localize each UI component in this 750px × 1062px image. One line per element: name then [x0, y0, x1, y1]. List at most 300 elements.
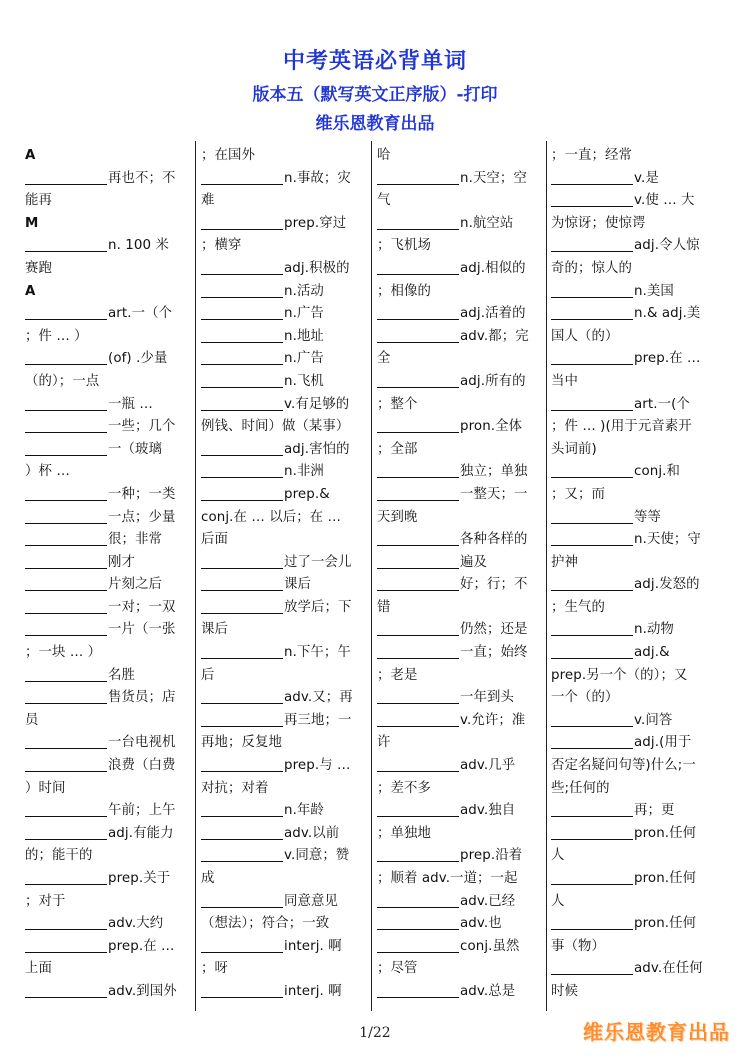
- vocab-entry-line: [25, 665, 193, 688]
- answer-blank: [377, 373, 459, 388]
- definition-text: 一瓶 …: [108, 396, 153, 412]
- definition-text: adv.在任何: [634, 961, 703, 977]
- vocab-entry-line: [551, 732, 723, 755]
- vocab-entry-line: [201, 213, 369, 236]
- definition-text: prep.关于: [108, 871, 171, 886]
- answer-blank: [377, 554, 459, 569]
- definition-text: 好；行；不: [460, 577, 528, 593]
- line-text: ；单独地: [377, 825, 431, 841]
- answer-blank: [25, 689, 107, 704]
- definition-text: n.年龄: [284, 803, 324, 819]
- publisher-watermark: 维乐恩教育出品: [583, 1020, 730, 1044]
- line-text: 当中: [551, 373, 578, 389]
- vocab-entry-line: [377, 800, 545, 823]
- line-text: 气: [377, 193, 391, 209]
- vocab-text-line: [25, 778, 193, 801]
- line-text: 头词前): [551, 441, 597, 457]
- vocab-entry-line: [25, 574, 193, 597]
- answer-blank: [25, 734, 107, 749]
- definition-text: adj.害怕的: [284, 441, 350, 457]
- definition-text: adv.到国外: [108, 983, 177, 999]
- document-subtitle: 版本五（默写英文正序版）-打印: [252, 85, 498, 105]
- definition-text: 一对；一双: [108, 599, 176, 615]
- definition-text: n.活动: [284, 283, 324, 299]
- vocab-entry-line: [377, 213, 545, 236]
- definition-text: conj.和: [634, 464, 681, 480]
- vocab-entry-line: [201, 552, 369, 575]
- answer-blank: [201, 328, 283, 343]
- answer-blank: [201, 441, 283, 456]
- line-text: conj.在 … 以后；在 …: [201, 509, 342, 525]
- line-text: 护神: [551, 554, 578, 570]
- vocab-text-line: [551, 845, 723, 868]
- vocab-text-line: [201, 529, 369, 552]
- line-text: A: [25, 283, 36, 299]
- definition-text: n. 100 米: [108, 238, 170, 254]
- line-text: 人: [551, 848, 565, 864]
- vocab-entry-line: [25, 732, 193, 755]
- answer-blank: [25, 441, 107, 456]
- answer-blank: [25, 667, 107, 682]
- vocab-text-line: [201, 868, 369, 891]
- definition-text: adv.也: [460, 916, 502, 932]
- line-text: ）时间: [25, 780, 66, 796]
- definition-text: adj.积极的: [284, 260, 350, 276]
- answer-blank: [201, 260, 283, 275]
- answer-blank: [551, 621, 633, 636]
- definition-text: adv.几乎: [460, 758, 516, 774]
- answer-blank: [377, 689, 459, 704]
- vocab-text-line: [377, 281, 545, 304]
- vocab-text-line: [25, 190, 193, 213]
- vocab-text-line: [201, 235, 369, 258]
- line-text: ；尽管: [377, 961, 418, 977]
- vocab-text-line: [201, 416, 369, 439]
- vocab-entry-line: [201, 461, 369, 484]
- definition-text: 仍然；还是: [460, 622, 528, 638]
- definition-text: 一片（一张: [108, 622, 176, 638]
- answer-blank: [377, 260, 459, 275]
- vocab-entry-line: [377, 755, 545, 778]
- answer-blank: [377, 847, 459, 862]
- vocab-text-line: [551, 755, 723, 778]
- answer-blank: [551, 734, 633, 749]
- vocab-text-line: [551, 439, 723, 462]
- answer-blank: [551, 237, 633, 252]
- answer-blank: [377, 712, 459, 727]
- answer-blank: [377, 215, 459, 230]
- line-text: prep.另一个（的）；又: [551, 667, 688, 683]
- vocab-column-2: [201, 145, 369, 1004]
- definition-text: adj.令人惊: [634, 238, 700, 254]
- vocab-entry-line: [377, 891, 545, 914]
- vocab-entry-line: [201, 574, 369, 597]
- answer-blank: [201, 463, 283, 478]
- answer-blank: [551, 305, 633, 320]
- answer-blank: [551, 915, 633, 930]
- vocab-entry-line: [551, 913, 723, 936]
- definition-text: 同意意见: [284, 893, 338, 909]
- definition-text: 过了一会儿: [284, 554, 352, 570]
- line-text: 能再: [25, 193, 52, 209]
- vocab-text-line: [201, 665, 369, 688]
- answer-blank: [25, 870, 107, 885]
- definition-text: n.动物: [634, 622, 674, 638]
- vocab-entry-line: [201, 823, 369, 846]
- definition-text: n.事故；灾: [284, 170, 351, 186]
- line-text: 哈: [377, 148, 391, 163]
- definition-text: v.使 … 大: [634, 193, 695, 209]
- line-text: 时候: [551, 983, 578, 999]
- line-text: ；全部: [377, 441, 418, 457]
- line-text: 奇的；惊人的: [551, 260, 632, 276]
- answer-blank: [25, 237, 107, 252]
- definition-text: v.允许；准: [460, 712, 526, 728]
- vocab-text-line: [551, 416, 723, 439]
- definition-text: 一点；少量: [108, 509, 176, 525]
- vocab-entry-line: [377, 168, 545, 191]
- answer-blank: [551, 509, 633, 524]
- line-text: ）杯 …: [25, 464, 70, 480]
- definition-text: 一台电视机: [108, 735, 176, 751]
- vocab-entry-line: [25, 439, 193, 462]
- vocab-text-line: [377, 958, 545, 981]
- vocab-text-line: [25, 845, 193, 868]
- vocab-text-line: [551, 891, 723, 914]
- vocab-entry-line: [377, 529, 545, 552]
- vocab-text-line: [25, 326, 193, 349]
- answer-blank: [25, 418, 107, 433]
- answer-blank: [201, 170, 283, 185]
- definition-text: adv.都；完: [460, 328, 529, 344]
- answer-blank: [201, 802, 283, 817]
- vocab-entry-line: [25, 348, 193, 371]
- vocab-entry-line: [377, 326, 545, 349]
- answer-blank: [551, 350, 633, 365]
- line-text: ；件 … )(用于元音素开: [551, 419, 692, 435]
- answer-blank: [377, 757, 459, 772]
- vocab-entry-line: [25, 823, 193, 846]
- vocab-entry-line: [377, 303, 545, 326]
- vocab-entry-line: [377, 913, 545, 936]
- answer-blank: [551, 192, 633, 207]
- answer-blank: [551, 170, 633, 185]
- answer-blank: [201, 486, 283, 501]
- vocab-entry-line: [551, 642, 723, 665]
- vocab-entry-line: [201, 484, 369, 507]
- vocab-entry-line: [201, 303, 369, 326]
- answer-blank: [201, 689, 283, 704]
- definition-text: art.一(个: [634, 396, 690, 412]
- answer-blank: [551, 960, 633, 975]
- vocab-text-line: [25, 958, 193, 981]
- line-text: 成: [201, 871, 215, 886]
- vocab-text-line: [25, 710, 193, 733]
- definition-text: prep.沿着: [460, 848, 523, 864]
- vocab-text-line: [551, 552, 723, 575]
- definition-text: n.广告: [284, 306, 324, 322]
- definition-text: n.航空站: [460, 215, 514, 231]
- vocab-entry-line: [551, 168, 723, 191]
- vocab-entry-line: [551, 529, 723, 552]
- line-text: 人: [551, 893, 565, 909]
- answer-blank: [201, 712, 283, 727]
- vocab-text-line: [377, 732, 545, 755]
- answer-blank: [25, 170, 107, 185]
- definition-text: 浪费（白费: [108, 758, 176, 774]
- vocab-text-line: [25, 461, 193, 484]
- vocab-entry-line: [201, 258, 369, 281]
- vocab-text-line: [201, 913, 369, 936]
- definition-text: adj.&: [634, 645, 670, 661]
- answer-blank: [551, 802, 633, 817]
- answer-blank: [377, 938, 459, 953]
- answer-blank: [201, 554, 283, 569]
- line-text: 全: [377, 351, 391, 367]
- vocab-text-line: [201, 619, 369, 642]
- answer-blank: [25, 757, 107, 772]
- answer-blank: [377, 983, 459, 998]
- vocab-entry-line: [551, 348, 723, 371]
- definition-text: adj.发怒的: [634, 577, 700, 593]
- line-text: 些;任何的: [551, 780, 610, 796]
- line-text: ；顺着 adv.一道；一起: [377, 871, 518, 886]
- vocab-entry-line: [377, 484, 545, 507]
- vocab-text-line: [377, 597, 545, 620]
- answer-blank: [377, 621, 459, 636]
- definition-text: 午前；上午: [108, 803, 176, 819]
- vocab-text-line: [551, 145, 723, 168]
- vocab-entry-line: [377, 642, 545, 665]
- line-text: ；横穿: [201, 238, 242, 254]
- answer-blank: [201, 373, 283, 388]
- vocab-entry-line: [201, 891, 369, 914]
- answer-blank: [551, 576, 633, 591]
- answer-blank: [201, 215, 283, 230]
- definition-text: n.下午；午: [284, 645, 351, 661]
- vocab-column-3: [377, 145, 545, 1004]
- vocab-text-line: [25, 145, 193, 168]
- vocab-text-line: [25, 642, 193, 665]
- answer-blank: [377, 463, 459, 478]
- line-text: ；对于: [25, 893, 66, 909]
- line-text: 员: [25, 712, 39, 728]
- definition-text: 一种；一类: [108, 486, 176, 502]
- vocab-text-line: [377, 145, 545, 168]
- vocab-entry-line: [25, 936, 193, 959]
- definition-text: v.有足够的: [284, 396, 350, 412]
- definition-text: 一年到头: [460, 690, 514, 706]
- vocab-entry-line: [25, 303, 193, 326]
- line-text: 的；能干的: [25, 848, 93, 864]
- vocab-entry-line: [201, 371, 369, 394]
- vocab-entry-line: [551, 619, 723, 642]
- line-text: ；在国外: [201, 148, 255, 163]
- answer-blank: [25, 396, 107, 411]
- vocab-text-line: [25, 371, 193, 394]
- answer-blank: [25, 915, 107, 930]
- definition-text: 一（玻璃: [108, 441, 162, 457]
- definition-text: prep.与 …: [284, 758, 351, 774]
- vocab-entry-line: [551, 800, 723, 823]
- line-text: M: [25, 215, 39, 231]
- definition-text: 遍及: [460, 554, 487, 570]
- definition-text: n.美国: [634, 283, 674, 299]
- answer-blank: [201, 825, 283, 840]
- vocab-entry-line: [25, 981, 193, 1004]
- vocab-text-line: [377, 778, 545, 801]
- definition-text: 独立；单独: [460, 464, 528, 480]
- definition-text: 一整天；一: [460, 486, 528, 502]
- answer-blank: [25, 576, 107, 591]
- definition-text: n.& adj.美: [634, 306, 701, 322]
- vocab-text-line: [25, 891, 193, 914]
- vocab-entry-line: [551, 235, 723, 258]
- answer-blank: [377, 170, 459, 185]
- line-text: ；生气的: [551, 599, 605, 615]
- definition-text: adj.(用于: [634, 735, 692, 751]
- definition-text: 再；更: [634, 803, 675, 819]
- vocab-text-line: [201, 145, 369, 168]
- line-text: ；一直；经常: [551, 148, 632, 163]
- definition-text: pron.任何: [634, 871, 697, 886]
- definition-text: pron.全体: [460, 419, 523, 435]
- vocab-entry-line: [551, 823, 723, 846]
- definition-text: interj. 啊: [284, 983, 342, 999]
- answer-blank: [25, 621, 107, 636]
- document-publisher: 维乐恩教育出品: [315, 114, 435, 134]
- column-divider: [371, 141, 372, 1011]
- column-divider: [546, 141, 547, 1011]
- line-text: ；件 … ）: [25, 328, 88, 344]
- answer-blank: [551, 283, 633, 298]
- vocab-entry-line: [25, 168, 193, 191]
- vocab-entry-line: [25, 687, 193, 710]
- vocab-entry-line: [551, 574, 723, 597]
- definition-text: 刚才: [108, 554, 135, 570]
- vocab-text-line: [377, 868, 545, 891]
- line-text: 对抗；对着: [201, 780, 269, 796]
- answer-blank: [25, 802, 107, 817]
- answer-blank: [201, 893, 283, 908]
- answer-blank: [377, 893, 459, 908]
- answer-blank: [377, 915, 459, 930]
- line-text: 后面: [201, 532, 228, 548]
- vocab-text-line: [201, 778, 369, 801]
- definition-text: prep.&: [284, 486, 330, 502]
- vocab-entry-line: [551, 958, 723, 981]
- vocab-entry-line: [201, 710, 369, 733]
- line-text: 一个（的）: [551, 690, 619, 706]
- vocab-entry-line: [377, 845, 545, 868]
- vocab-text-line: [25, 258, 193, 281]
- vocab-entry-line: [377, 574, 545, 597]
- definition-text: adv.独自: [460, 803, 516, 819]
- vocab-entry-line: [377, 619, 545, 642]
- vocab-text-line: [551, 213, 723, 236]
- vocab-entry-line: [551, 303, 723, 326]
- vocab-text-line: [551, 936, 723, 959]
- definition-text: adj.相似的: [460, 260, 526, 276]
- vocab-entry-line: [25, 416, 193, 439]
- line-text: 天到晚: [377, 509, 418, 525]
- vocab-text-line: [551, 326, 723, 349]
- vocab-text-line: [201, 732, 369, 755]
- answer-blank: [201, 757, 283, 772]
- definition-text: 售货员；店: [108, 690, 176, 706]
- vocab-text-line: [25, 281, 193, 304]
- vocab-column-4: [551, 145, 723, 1004]
- vocab-text-line: [201, 958, 369, 981]
- vocab-entry-line: [25, 868, 193, 891]
- answer-blank: [551, 463, 633, 478]
- answer-blank: [201, 396, 283, 411]
- vocab-entry-line: [377, 416, 545, 439]
- line-text: ；老是: [377, 667, 418, 683]
- answer-blank: [551, 825, 633, 840]
- answer-blank: [551, 396, 633, 411]
- answer-blank: [551, 531, 633, 546]
- answer-blank: [201, 350, 283, 365]
- line-text: ；一块 … ）: [25, 645, 102, 661]
- vocab-entry-line: [25, 484, 193, 507]
- definition-text: pron.任何: [634, 916, 697, 932]
- vocab-entry-line: [25, 913, 193, 936]
- definition-text: (of) .少量: [108, 351, 168, 367]
- answer-blank: [201, 983, 283, 998]
- vocab-entry-line: [377, 687, 545, 710]
- column-divider: [195, 141, 196, 1011]
- vocab-text-line: [377, 235, 545, 258]
- answer-blank: [377, 418, 459, 433]
- answer-blank: [551, 644, 633, 659]
- line-text: 难: [201, 193, 215, 209]
- vocab-entry-line: [201, 326, 369, 349]
- definition-text: n.地址: [284, 328, 324, 344]
- vocab-entry-line: [377, 552, 545, 575]
- definition-text: adv.总是: [460, 983, 516, 999]
- line-text: ；呀: [201, 961, 228, 977]
- vocab-text-line: [551, 597, 723, 620]
- definition-text: n.非洲: [284, 464, 324, 480]
- vocab-entry-line: [377, 981, 545, 1004]
- definition-text: adv.已经: [460, 893, 516, 909]
- definition-text: art.一（个: [108, 306, 173, 322]
- answer-blank: [25, 983, 107, 998]
- answer-blank: [25, 554, 107, 569]
- vocab-text-line: [377, 823, 545, 846]
- vocab-entry-line: [551, 507, 723, 530]
- definition-text: 片刻之后: [108, 577, 162, 593]
- vocab-entry-line: [551, 394, 723, 417]
- vocab-text-line: [377, 507, 545, 530]
- line-text: 赛跑: [25, 260, 52, 276]
- definition-text: n.天空；空: [460, 170, 527, 186]
- answer-blank: [551, 712, 633, 727]
- answer-blank: [377, 802, 459, 817]
- answer-blank: [377, 531, 459, 546]
- definition-text: adj.所有的: [460, 373, 526, 389]
- vocab-entry-line: [201, 439, 369, 462]
- answer-blank: [25, 531, 107, 546]
- answer-blank: [201, 283, 283, 298]
- vocab-entry-line: [201, 936, 369, 959]
- definition-text: n.飞机: [284, 373, 324, 389]
- line-text: 否定名疑问句等)什么;一: [551, 758, 696, 774]
- definition-text: interj. 啊: [284, 938, 342, 954]
- definition-text: pron.任何: [634, 825, 697, 841]
- vocab-entry-line: [201, 597, 369, 620]
